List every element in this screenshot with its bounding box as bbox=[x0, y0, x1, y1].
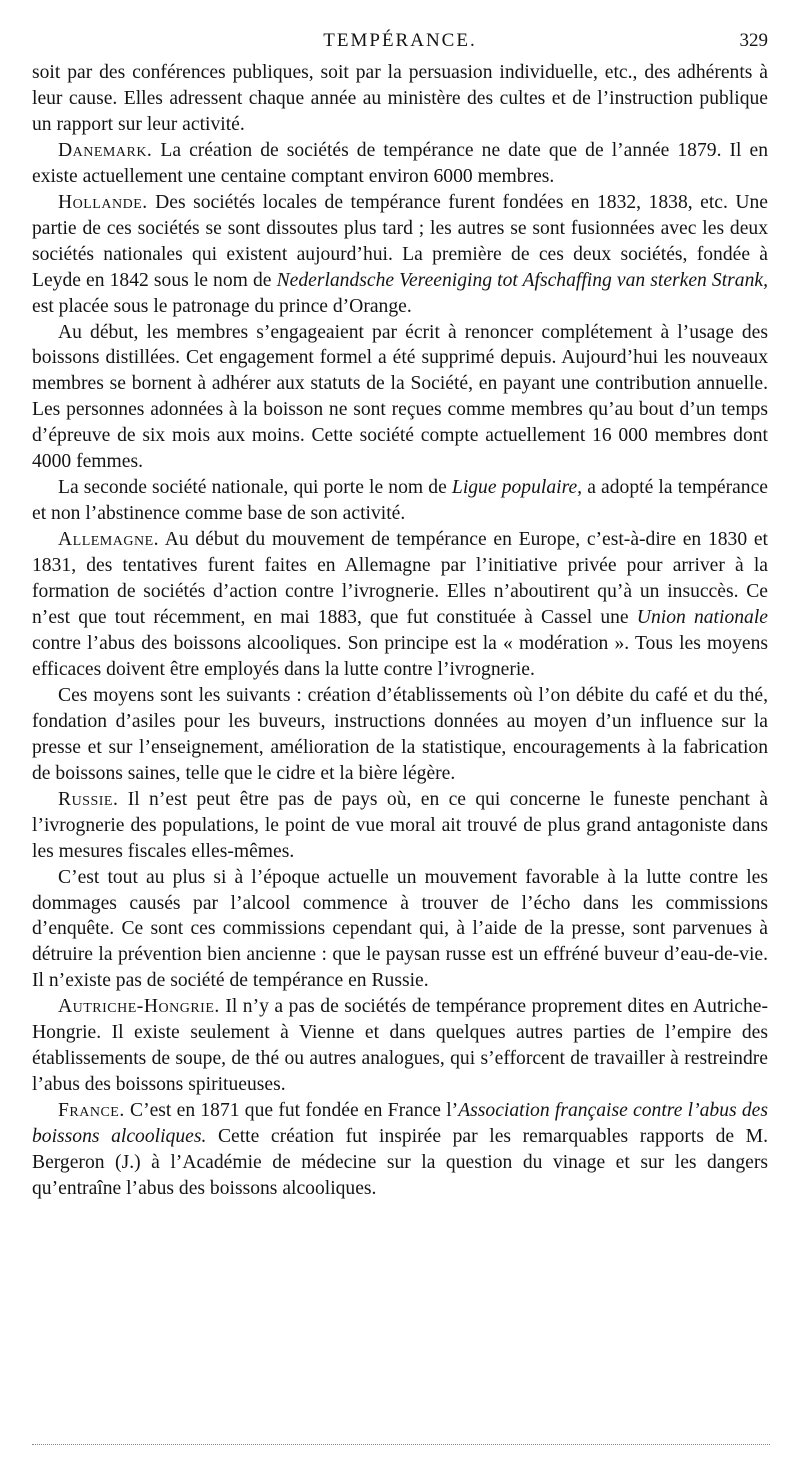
paragraph-continuation bbox=[32, 60, 768, 138]
paragraph-hollande bbox=[32, 190, 768, 320]
paragraph bbox=[32, 865, 768, 995]
paragraph-danemark bbox=[32, 138, 768, 190]
paragraph-allemagne bbox=[32, 527, 768, 683]
section-head-france: France. bbox=[58, 1100, 125, 1122]
paragraph-text: Des sociétés locales de tempérance furent fondées en 1832, 1838, etc. Une partie de ces sociétés se sont dissoutes plus tard ; les autres se sont fusionnées avec les deux sociétés nationales qui existent aujourd’hui. La première de ces deux sociétés, fondée à Leyde en 1842 sous le nom de bbox=[32, 191, 768, 291]
section-head-allemagne: Allemagne. bbox=[58, 529, 160, 551]
paragraph-russie bbox=[32, 787, 768, 865]
page-number: 329 bbox=[739, 30, 768, 51]
italic-union-name: Union nationale bbox=[636, 607, 768, 629]
paragraph bbox=[32, 320, 768, 476]
footer-rule bbox=[32, 1444, 770, 1445]
paragraph-text: C’est tout au plus si à l’époque actuelle un mouvement favorable à la lutte contre les dommages causés par l’alcool commence à trouver de l’écho dans les commissions d’enquête. Ce sont ces commissions cependant qui, à l’aide de la presse, sont parvenues à détruire la prévention bien ancienne : que le paysan russe est un effréné buveur d’eau-de-vie. Il n’existe pas de société de tempérance en Russie. bbox=[32, 866, 768, 992]
body-text bbox=[32, 60, 768, 1202]
paragraph-text: contre l’abus des boissons alcooliques. Son principe est la « modération ». Tous les moyens efficaces doivent être employés dans la lutte contre l’ivrognerie. bbox=[32, 632, 768, 680]
paragraph-france bbox=[32, 1098, 768, 1202]
italic-society-name: Nederlandsche Vereeniging tot Afschaffing van sterken Strank, bbox=[276, 269, 768, 291]
book-page bbox=[32, 30, 768, 1202]
running-header bbox=[32, 30, 768, 60]
section-head-danemark: Danemark. bbox=[58, 139, 153, 161]
paragraph-text: soit par des conférences publiques, soit par la persuasion individuelle, etc., des adhérents à leur cause. Elles adressent chaque année au ministère des cultes et de l’instruction publique un rapport sur leur activité. bbox=[32, 62, 768, 135]
paragraph-text: Cette création fut inspirée par les remarquables rapports de M. Bergeron (J.) à l’Académie de médecine sur la question du vinage et sur les dangers qu’entraîne l’abus des boissons alcooliques. bbox=[32, 1126, 769, 1199]
paragraph-text: Il n’y a pas de sociétés de tempérance proprement dites en Autriche-Hongrie. Il existe seulement à Vienne et dans quelques autres parties de l’empire des établissements de soupe, de thé ou autres analogues, qui s’efforcent de travailler à restreindre l’abus des boissons spiritueuses. bbox=[32, 996, 769, 1096]
paragraph-text: La création de sociétés de tempérance ne date que de l’année 1879. Il en existe actuellement une centaine comptant environ 6000 membres. bbox=[32, 139, 768, 187]
running-title: TEMPÉRANCE. bbox=[323, 30, 477, 51]
paragraph-text: Il n’est peut être pas de pays où, en ce qui concerne le funeste penchant à l’ivrognerie des populations, le point de vue moral ait trouvé de plus grand antagoniste dans les mesures fiscales elles-mêmes. bbox=[32, 788, 768, 862]
paragraph-text: Au début du mouvement de tempérance en Europe, c’est-à-dire en 1830 et 1831, des tentatives furent faites en Allemagne par l’initiative privée pour arriver à la formation de sociétés d’action contre l’ivrognerie. Elles n’aboutirent qu’à un insuccès. Ce n’est que tout récemment, en mai 1883, que fut constituée à Cassel une bbox=[32, 529, 768, 629]
paragraph bbox=[32, 475, 768, 527]
paragraph-text: C’est en 1871 que fut fondée en France l’ bbox=[130, 1100, 459, 1122]
paragraph-text: La seconde société nationale, qui porte le nom de bbox=[58, 477, 452, 499]
section-head-autriche-hongrie: Autriche-Hongrie. bbox=[58, 996, 220, 1018]
paragraph-autriche-hongrie bbox=[32, 994, 768, 1098]
section-head-russie: Russie. bbox=[58, 788, 119, 810]
paragraph-text: est placée sous le patronage du prince d’Orange. bbox=[32, 295, 412, 317]
paragraph-text: Ces moyens sont les suivants : création d’établissements où l’on débite du café et du thé, fondation d’asiles pour les buveurs, instructions données au moyen d’un influence sur la presse et sur l’enseignement, amélioration de la statistique, encouragements à la fabrication de boissons saines, telle que le cidre et la bière légère. bbox=[32, 684, 768, 784]
section-head-hollande: Hollande. bbox=[58, 191, 148, 213]
paragraph-text: Au début, les membres s’engageaient par écrit à renoncer complétement à l’usage des boissons distillées. Cet engagement formel a été supprimé depuis. Aujourd’hui les nouveaux membres se bornent à adhérer aux statuts de la Société, en payant une contribution annuelle. Les personnes adonnées à la boisson ne sont reçues comme membres qu’au bout d’un temps d’épreuve de six mois aux moins. Cette société compte actuellement 16 000 membres dont 4000 femmes. bbox=[32, 321, 768, 473]
italic-association-name: Association française contre l’abus des boissons alcooliques. bbox=[32, 1100, 768, 1148]
paragraph bbox=[32, 683, 768, 787]
paragraph-text: a adopté la tempérance et non l’abstinence comme base de son activité. bbox=[32, 477, 768, 525]
italic-ligue-name: Ligue populaire, bbox=[451, 477, 583, 499]
